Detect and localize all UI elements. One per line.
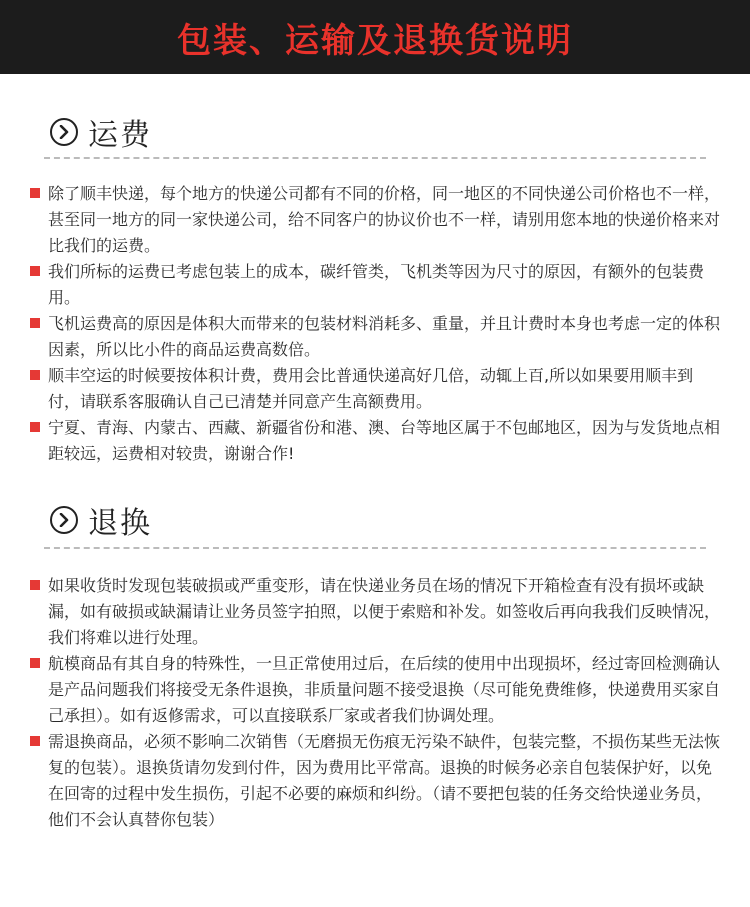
shipping-list [30,181,720,467]
bullet-square [30,658,40,668]
bullet-square [30,422,40,432]
bullet-square [30,188,40,198]
returns-title: 退换 [88,506,152,541]
shipping-title: 运费 [88,118,152,153]
bullet-square [30,736,40,746]
list-item [30,181,720,259]
list-item [30,573,720,651]
bullet-square [30,266,40,276]
returns-divider [44,547,706,549]
list-item-text: 需退换商品，必须不影响二次销售（无磨损无伤痕无污染不缺件，包装完整，不损伤某些无法恢复的包装）。退换货请勿发到付件，因为费用比平常高。退换的时候务必亲自包装保护好，以免在回寄的过程中发生损伤，引起不必要的麻烦和纠纷。（请不要把包装的任务交给快递业务员，他们不会认真替你包装） [48,732,721,829]
list-item-text: 如果收货时发现包装破损或严重变形，请在快递业务员在场的情况下开箱检查有没有损坏或缺漏，如有破损或缺漏请让业务员签字拍照，以便于索赔和补发。如签收后再向我我们反映情况，我们将难以进行处理。 [48,576,721,647]
list-item-text: 顺丰空运的时候要按体积计费，费用会比普通快递高好几倍，动辄上百,所以如果要用顺丰到付，请联系客服确认自己已清楚并同意产生高额费用。 [48,366,694,411]
bullet-square [30,580,40,590]
list-item-text: 除了顺丰快递，每个地方的快递公司都有不同的价格，同一地区的不同快递公司价格也不一样，甚至同一地方的同一家快递公司，给不同客户的协议价也不一样，请别用您本地的快递价格来对比我们的运费。 [48,184,721,255]
chevron-right-circle-icon [50,118,78,146]
shipping-divider [44,157,706,159]
list-item [30,651,720,729]
bullet-square [30,370,40,380]
list-item [30,259,720,311]
returns-heading [50,498,152,542]
list-item-text: 宁夏、青海、内蒙古、西藏、新疆省份和港、澳、台等地区属于不包邮地区，因为与发货地点相距较远，运费相对较贵，谢谢合作! [48,418,721,463]
chevron-right-circle-icon [50,506,78,534]
list-item [30,415,720,467]
bullet-square [30,318,40,328]
returns-list [30,573,720,833]
header-banner [0,0,750,74]
list-item-text: 我们所标的运费已考虑包装上的成本，碳纤管类，飞机类等因为尺寸的原因，有额外的包装费用。 [48,262,705,307]
list-item-text: 航模商品有其自身的特殊性，一旦正常使用过后，在后续的使用中出现损坏，经过寄回检测确认是产品问题我们将接受无条件退换，非质量问题不接受退换（尽可能免费维修，快递费用买家自己承担）。如有返修需求，可以直接联系厂家或者我们协调处理。 [48,654,721,725]
list-item-text: 飞机运费高的原因是体积大而带来的包装材料消耗多、重量，并且计费时本身也考虑一定的体积因素，所以比小件的商品运费高数倍。 [48,314,721,359]
shipping-heading [50,110,152,154]
list-item [30,363,720,415]
list-item [30,311,720,363]
page-title: 包装、运输及退换货说明 [177,20,573,61]
list-item [30,729,720,833]
